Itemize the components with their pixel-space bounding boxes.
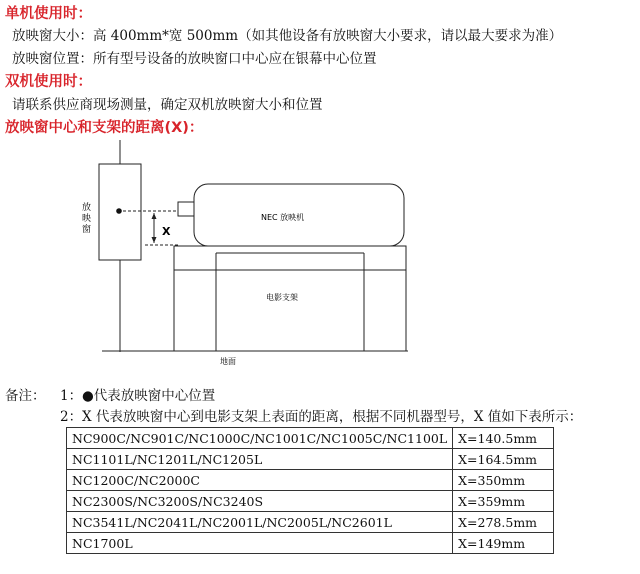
- x-value-cell: X=149mm: [453, 533, 554, 554]
- stand-leg-right: [364, 270, 406, 351]
- stand-top: [174, 246, 406, 270]
- stand-label: 电影支架: [266, 293, 298, 302]
- x-label: X: [162, 225, 171, 238]
- model-x-table: [66, 427, 554, 554]
- x-arrow-up: [152, 213, 157, 219]
- window-size-line: 放映窗大小：高 400mm*宽 500mm（如其他设备有放映窗大小要求，请以最大要求为准）: [12, 28, 563, 44]
- x-arrow-down: [152, 237, 157, 243]
- note-2-text: X 代表放映窗中心到电影支架上表面的距离，根据不同机器型号，X 值如下表所示：: [82, 409, 583, 425]
- table-row: [67, 449, 554, 470]
- single-use-heading: 单机使用时：: [5, 6, 92, 22]
- projector-lens: [178, 202, 196, 216]
- table-row: [67, 533, 554, 554]
- distance-heading: 放映窗中心和支架的距离(X)：: [5, 120, 204, 136]
- window-center-dot: [116, 208, 122, 214]
- table-row: [67, 512, 554, 533]
- x-value-cell: X=140.5mm: [453, 428, 554, 449]
- table-row: [67, 428, 554, 449]
- model-cell: NC1101L/NC1201L/NC1205L: [67, 449, 453, 470]
- table-row: [67, 470, 554, 491]
- note-1-number: 1：: [60, 388, 83, 404]
- model-cell: NC900C/NC901C/NC1000C/NC1001C/NC1005C/NC1100L: [67, 428, 453, 449]
- x-value-cell: X=164.5mm: [453, 449, 554, 470]
- ground-label: 地面: [220, 357, 236, 366]
- model-cell: NC1700L: [67, 533, 453, 554]
- stand-leg-left: [174, 270, 216, 351]
- projector-label: NEC 放映机: [261, 213, 305, 222]
- x-value-cell: X=350mm: [453, 470, 554, 491]
- note-1-text: ●代表放映窗中心位置: [82, 388, 216, 404]
- projection-diagram: [0, 140, 640, 380]
- dual-use-heading: 双机使用时：: [5, 74, 92, 90]
- window-position-line: 放映窗位置：所有型号设备的放映窗口中心应在银幕中心位置: [12, 51, 377, 67]
- dual-use-line: 请联系供应商现场测量，确定双机放映窗大小和位置: [12, 97, 323, 113]
- note-2-number: 2：: [60, 409, 83, 425]
- model-cell: NC3541L/NC2041L/NC2001L/NC2005L/NC2601L: [67, 512, 453, 533]
- table-row: [67, 491, 554, 512]
- window-label-vertical: 放映窗: [80, 202, 90, 235]
- x-value-cell: X=278.5mm: [453, 512, 554, 533]
- model-cell: NC1200C/NC2000C: [67, 470, 453, 491]
- notes-prefix: 备注：: [5, 388, 46, 404]
- model-cell: NC2300S/NC3200S/NC3240S: [67, 491, 453, 512]
- x-value-cell: X=359mm: [453, 491, 554, 512]
